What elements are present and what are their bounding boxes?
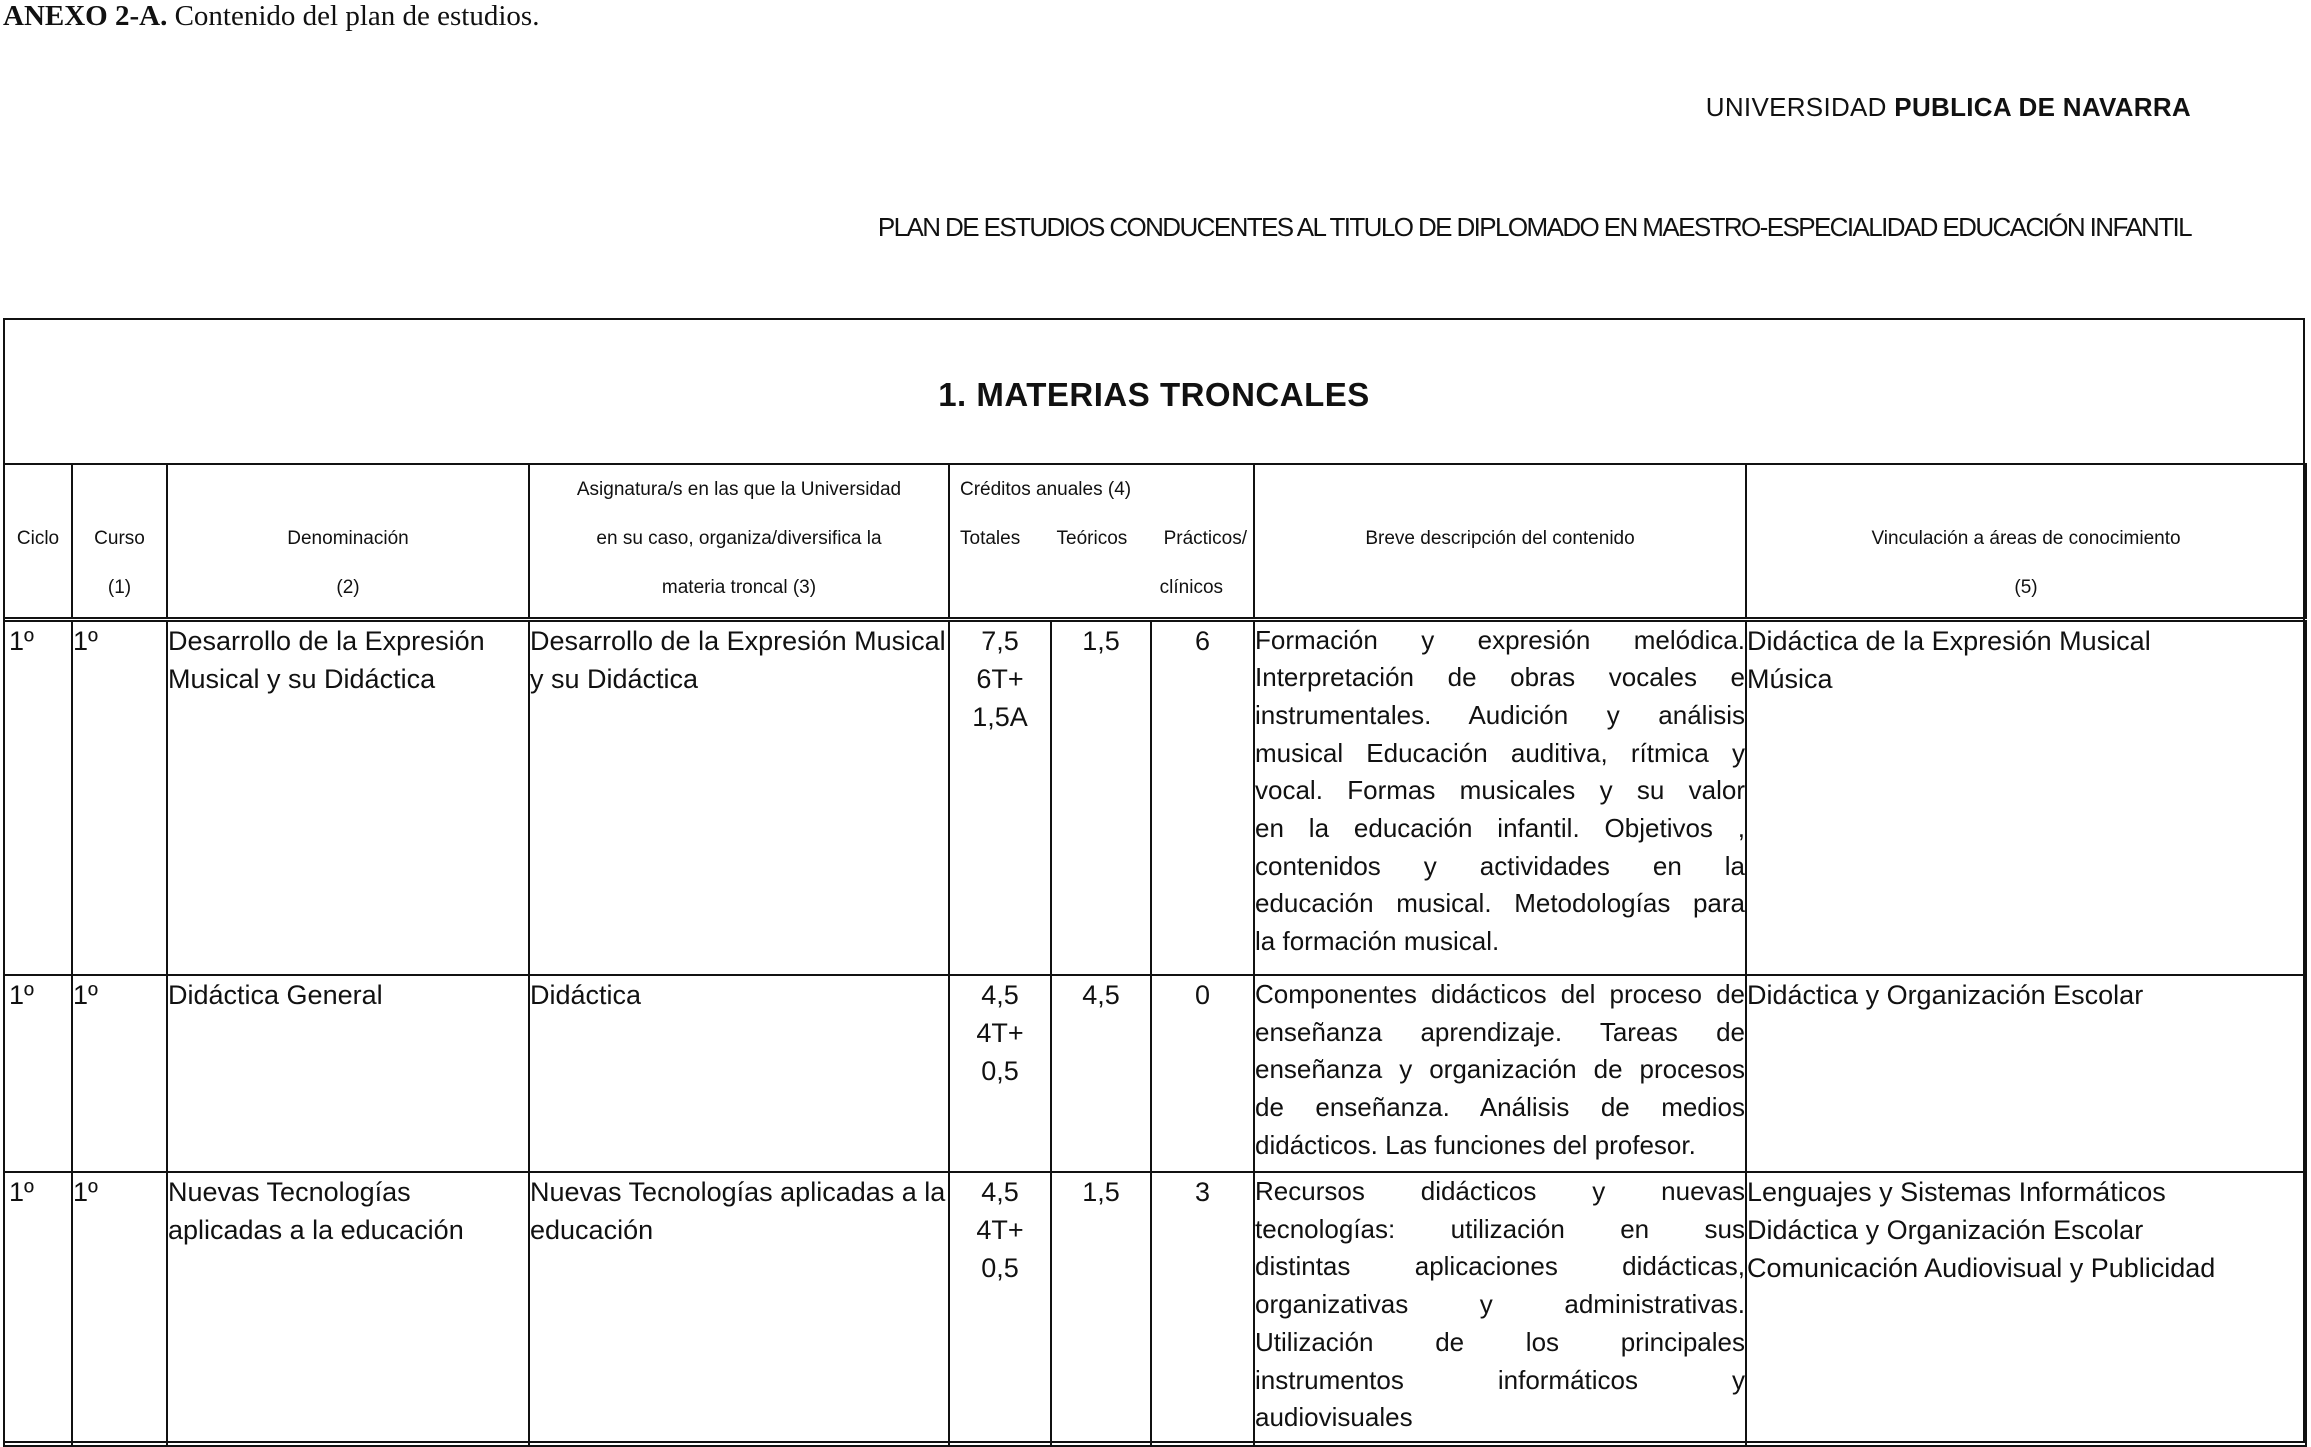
row-areas: Lenguajes y Sistemas Informáticos Didáctica y Organización Escolar Comunicación Audiovisual y Publicidad bbox=[1746, 1172, 2306, 1446]
row-totales: 4,5 4T+ 0,5 bbox=[949, 975, 1051, 1172]
annex-text: Contenido del plan de estudios. bbox=[174, 0, 540, 32]
row-ciclo: 1º bbox=[4, 619, 72, 975]
university-prefix: UNIVERSIDAD bbox=[1705, 92, 1887, 122]
row-denominacion: Nuevas Tecnologías aplicadas a la educación bbox=[167, 1172, 529, 1446]
row-teoricos: 1,5 bbox=[1051, 619, 1151, 975]
header-vinculacion: Vinculación a áreas de conocimiento (5) bbox=[1746, 464, 2306, 619]
row-practicos: 3 bbox=[1151, 1172, 1254, 1446]
row-curso: 1º bbox=[72, 619, 167, 975]
table-row bbox=[4, 619, 2306, 975]
row-asignatura: Desarrollo de la Expresión Musical y su Didáctica bbox=[529, 619, 949, 975]
university-name-bold: PUBLICA DE NAVARRA bbox=[1894, 92, 2191, 122]
row-areas: Didáctica y Organización Escolar bbox=[1746, 975, 2306, 1172]
university-name bbox=[1706, 92, 2191, 123]
row-descripcion: Componentes didácticos del proceso de enseñanza aprendizaje. Tareas de enseñanza y organización de procesos de enseñanza. Análisis de medios didácticos. Las funciones del profesor. bbox=[1254, 975, 1746, 1172]
row-totales: 7,5 6T+ 1,5A bbox=[949, 619, 1051, 975]
annex-heading bbox=[3, 0, 539, 33]
row-ciclo: 1º bbox=[4, 975, 72, 1172]
row-descripcion: Recursos didácticos y nuevas tecnologías: utilización en sus distintas aplicaciones didácticas, organizativas y administrativas. Utilización de los principales instrumentos informáticos y audiovisuales bbox=[1254, 1172, 1746, 1446]
row-areas: Didáctica de la Expresión Musical Música bbox=[1746, 619, 2306, 975]
row-practicos: 6 bbox=[1151, 619, 1254, 975]
header-curso: Curso (1) bbox=[72, 464, 167, 619]
section-title: 1. MATERIAS TRONCALES bbox=[938, 376, 1370, 413]
header-teoricos: Teóricos bbox=[1056, 528, 1128, 549]
row-ciclo: 1º bbox=[4, 1172, 72, 1446]
plan-title: PLAN DE ESTUDIOS CONDUCENTES AL TITULO DE DIPLOMADO EN MAESTRO-ESPECIALIDAD EDUCACIÓN INFANTIL bbox=[877, 212, 2191, 242]
header-creditos: Créditos anuales (4) Totales Teóricos Prácticos/ clínicos bbox=[949, 464, 1254, 619]
row-curso: 1º bbox=[72, 975, 167, 1172]
row-asignatura: Nuevas Tecnologías aplicadas a la educación bbox=[529, 1172, 949, 1446]
row-totales: 4,5 4T+ 0,5 bbox=[949, 1172, 1051, 1446]
row-descripcion: Formación y expresión melódica. Interpretación de obras vocales e instrumentales. Audición y análisis musical Educación auditiva, rítmica y vocal. Formas musicales y su valor en la educación infantil. Objetivos , contenidos y actividades en la educación musical. Metodologías para la formación musical. bbox=[1254, 619, 1746, 975]
table-row bbox=[4, 975, 2306, 1172]
curriculum-table bbox=[3, 463, 2307, 1447]
row-denominacion: Didáctica General bbox=[167, 975, 529, 1172]
row-teoricos: 4,5 bbox=[1051, 975, 1151, 1172]
header-practicos: Prácticos/ bbox=[1163, 528, 1247, 549]
header-asignatura: Asignatura/s en las que la Universidad en su caso, organiza/diversifica la materia troncal (3) bbox=[529, 464, 949, 619]
row-curso: 1º bbox=[72, 1172, 167, 1446]
table-header-row bbox=[4, 464, 2306, 619]
row-asignatura: Didáctica bbox=[529, 975, 949, 1172]
table-row bbox=[4, 1172, 2306, 1446]
header-practicos-2: clínicos bbox=[1159, 577, 1224, 598]
row-practicos: 0 bbox=[1151, 975, 1254, 1172]
row-teoricos: 1,5 bbox=[1051, 1172, 1151, 1446]
header-denominacion: Denominación (2) bbox=[167, 464, 529, 619]
annex-label: ANEXO 2-A. bbox=[3, 0, 168, 32]
row-denominacion: Desarrollo de la Expresión Musical y su Didáctica bbox=[167, 619, 529, 975]
header-descripcion: Breve descripción del contenido bbox=[1254, 464, 1746, 619]
header-totales: Totales bbox=[960, 528, 1021, 549]
header-ciclo: Ciclo bbox=[4, 464, 72, 619]
